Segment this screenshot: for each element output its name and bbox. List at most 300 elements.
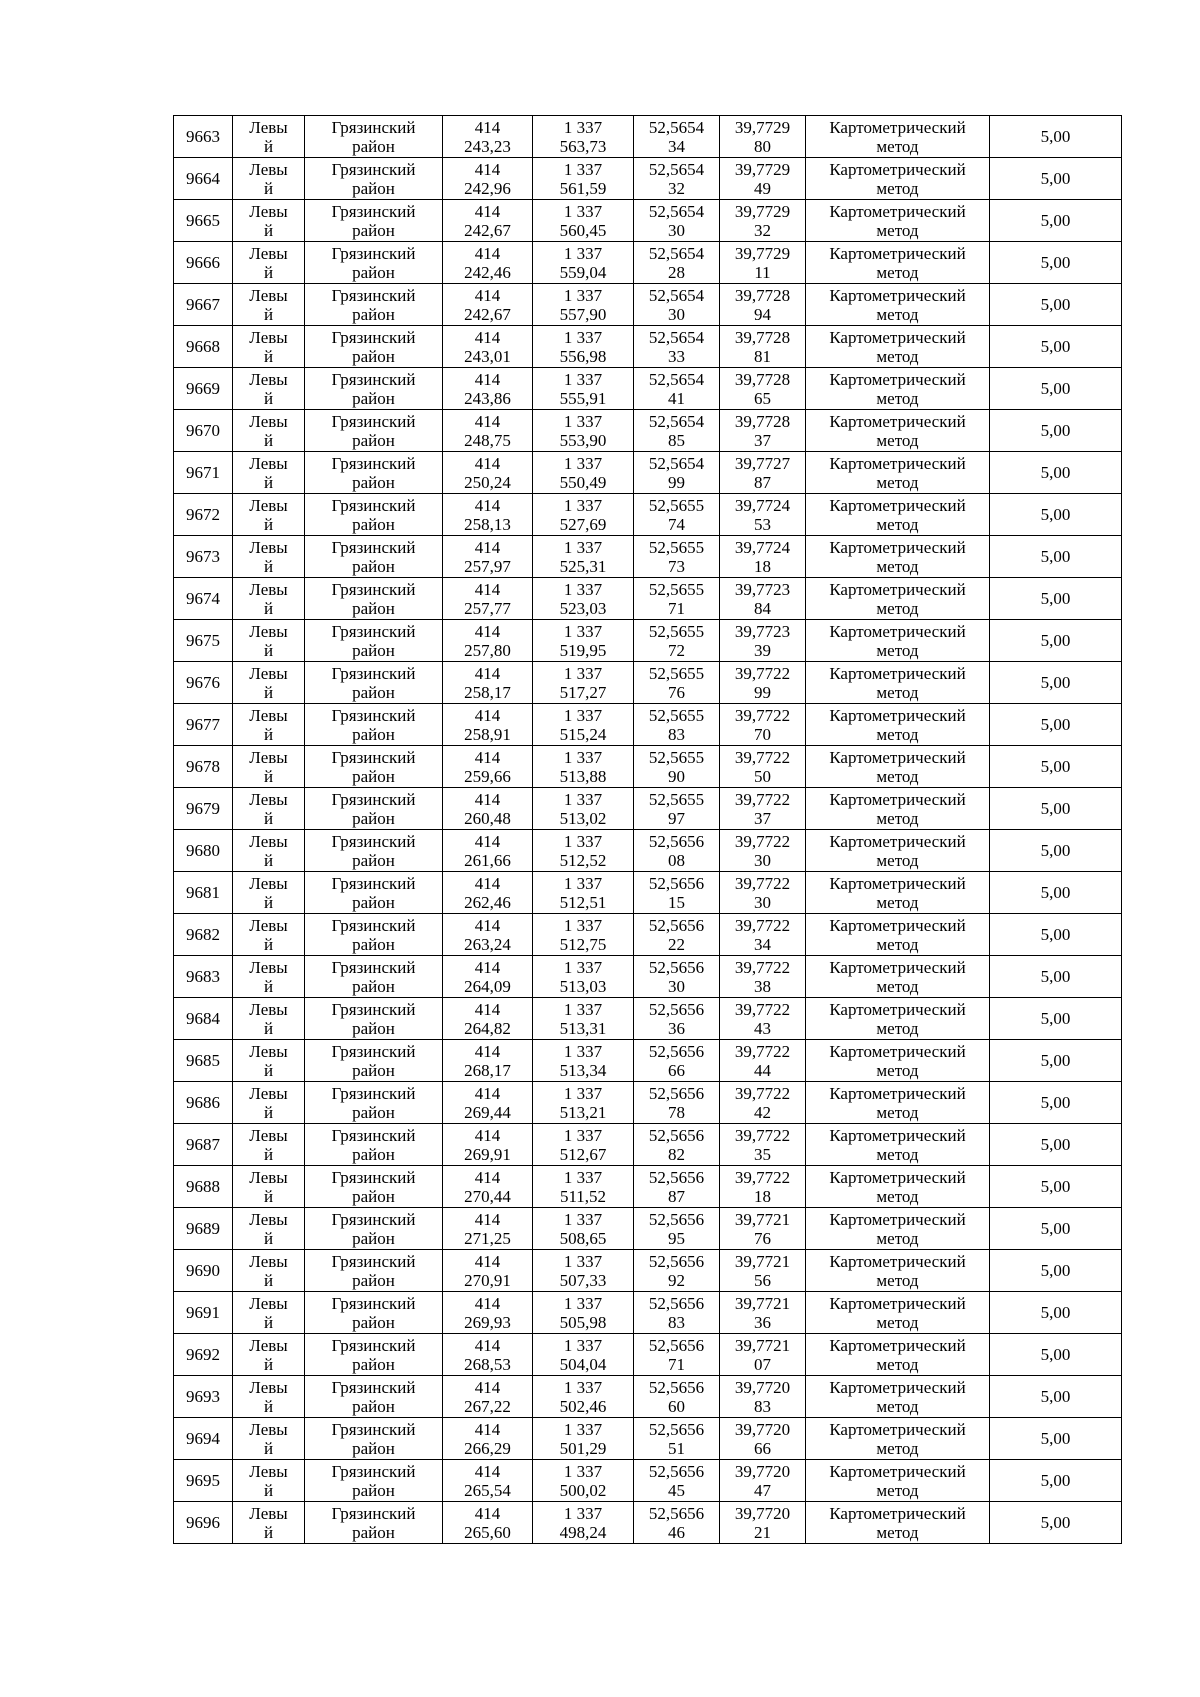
coord-x-line: 259,66 bbox=[464, 766, 511, 786]
district-line: район bbox=[352, 1480, 395, 1500]
latitude-line: 28 bbox=[668, 262, 685, 282]
bank-side-cell bbox=[233, 1040, 305, 1082]
method-line: метод bbox=[876, 892, 919, 912]
latitude-cell bbox=[634, 578, 720, 620]
table-row bbox=[174, 914, 1122, 956]
coord-x-cell bbox=[443, 1082, 533, 1124]
bank-side-line: Левы bbox=[249, 705, 288, 725]
coord-y-cell bbox=[533, 1460, 634, 1502]
district-line: район bbox=[352, 178, 395, 198]
bank-side-cell bbox=[233, 956, 305, 998]
coord-x-line: 242,96 bbox=[464, 178, 511, 198]
longitude-line: 39,7721 bbox=[734, 1209, 791, 1229]
latitude-line: 34 bbox=[668, 136, 685, 156]
table-row bbox=[174, 410, 1122, 452]
coord-y-line: 525,31 bbox=[559, 556, 607, 576]
table-row bbox=[174, 452, 1122, 494]
bank-side-cell bbox=[233, 998, 305, 1040]
accuracy-cell: 5,00 bbox=[990, 1334, 1122, 1376]
latitude-line: 52,5656 bbox=[648, 999, 705, 1019]
point-number-cell: 9674 bbox=[174, 578, 233, 620]
coord-y-line: 1 337 bbox=[563, 369, 603, 389]
bank-side-cell bbox=[233, 200, 305, 242]
latitude-line: 52,5654 bbox=[648, 285, 705, 305]
district-line: Грязинский bbox=[331, 705, 416, 725]
point-number-cell: 9680 bbox=[174, 830, 233, 872]
point-number-cell: 9683 bbox=[174, 956, 233, 998]
coord-y-line: 1 337 bbox=[563, 159, 603, 179]
bank-side-line: й bbox=[263, 724, 274, 744]
longitude-line: 76 bbox=[754, 1228, 771, 1248]
bank-side-cell bbox=[233, 662, 305, 704]
coord-y-line: 1 337 bbox=[563, 1293, 603, 1313]
method-cell bbox=[806, 494, 990, 536]
latitude-line: 71 bbox=[668, 598, 685, 618]
latitude-cell bbox=[634, 914, 720, 956]
longitude-cell bbox=[720, 956, 806, 998]
coord-y-line: 1 337 bbox=[563, 537, 603, 557]
coord-y-cell bbox=[533, 704, 634, 746]
accuracy-cell: 5,00 bbox=[990, 1502, 1122, 1544]
latitude-line: 15 bbox=[668, 892, 685, 912]
coord-x-line: 414 bbox=[474, 1041, 501, 1061]
coord-y-cell bbox=[533, 578, 634, 620]
coord-x-cell bbox=[443, 1166, 533, 1208]
method-line: метод bbox=[876, 1270, 919, 1290]
coord-x-line: 414 bbox=[474, 621, 501, 641]
bank-side-line: Левы bbox=[249, 999, 288, 1019]
method-line: метод bbox=[876, 724, 919, 744]
district-line: район bbox=[352, 1312, 395, 1332]
bank-side-line: Левы bbox=[249, 1461, 288, 1481]
coord-y-cell bbox=[533, 1292, 634, 1334]
longitude-line: 35 bbox=[754, 1144, 771, 1164]
latitude-line: 52,5654 bbox=[648, 243, 705, 263]
coord-y-line: 513,03 bbox=[559, 976, 607, 996]
latitude-cell bbox=[634, 662, 720, 704]
coord-x-cell bbox=[443, 326, 533, 368]
latitude-cell bbox=[634, 1166, 720, 1208]
method-line: Картометрический bbox=[829, 747, 966, 767]
coord-x-line: 267,22 bbox=[464, 1396, 511, 1416]
coord-x-line: 414 bbox=[474, 1377, 501, 1397]
method-line: Картометрический bbox=[829, 663, 966, 683]
longitude-line: 83 bbox=[754, 1396, 771, 1416]
latitude-cell bbox=[634, 1124, 720, 1166]
coord-y-cell bbox=[533, 242, 634, 284]
bank-side-cell bbox=[233, 158, 305, 200]
coord-y-line: 500,02 bbox=[559, 1480, 607, 1500]
accuracy-cell: 5,00 bbox=[990, 200, 1122, 242]
district-cell bbox=[305, 830, 443, 872]
method-cell bbox=[806, 578, 990, 620]
coord-y-line: 513,02 bbox=[559, 808, 607, 828]
method-cell bbox=[806, 1334, 990, 1376]
accuracy-cell: 5,00 bbox=[990, 494, 1122, 536]
latitude-line: 52,5656 bbox=[648, 1377, 705, 1397]
method-line: метод bbox=[876, 136, 919, 156]
bank-side-line: й bbox=[263, 178, 274, 198]
longitude-cell bbox=[720, 1502, 806, 1544]
bank-side-line: Левы bbox=[249, 1251, 288, 1271]
latitude-line: 33 bbox=[668, 346, 685, 366]
method-line: Картометрический bbox=[829, 1167, 966, 1187]
district-line: Грязинский bbox=[331, 1377, 416, 1397]
district-line: район bbox=[352, 1018, 395, 1038]
method-line: метод bbox=[876, 1186, 919, 1206]
coord-y-line: 1 337 bbox=[563, 117, 603, 137]
method-line: метод bbox=[876, 304, 919, 324]
method-line: метод bbox=[876, 1102, 919, 1122]
district-cell bbox=[305, 1082, 443, 1124]
coord-x-line: 268,17 bbox=[464, 1060, 511, 1080]
district-cell bbox=[305, 494, 443, 536]
district-line: район bbox=[352, 724, 395, 744]
point-number-cell: 9695 bbox=[174, 1460, 233, 1502]
coord-x-line: 258,13 bbox=[464, 514, 511, 534]
district-line: район bbox=[352, 934, 395, 954]
longitude-line: 39,7724 bbox=[734, 495, 791, 515]
district-line: Грязинский bbox=[331, 369, 416, 389]
coord-y-cell bbox=[533, 1418, 634, 1460]
latitude-line: 52,5656 bbox=[648, 1503, 705, 1523]
coord-y-line: 557,90 bbox=[559, 304, 607, 324]
bank-side-cell bbox=[233, 452, 305, 494]
method-line: Картометрический bbox=[829, 789, 966, 809]
bank-side-line: й bbox=[263, 934, 274, 954]
longitude-cell bbox=[720, 1334, 806, 1376]
coord-x-line: 414 bbox=[474, 1419, 501, 1439]
coord-x-cell bbox=[443, 578, 533, 620]
coord-x-line: 260,48 bbox=[464, 808, 511, 828]
coord-y-line: 512,75 bbox=[559, 934, 607, 954]
coord-y-line: 1 337 bbox=[563, 1083, 603, 1103]
longitude-line: 37 bbox=[754, 808, 771, 828]
accuracy-cell: 5,00 bbox=[990, 452, 1122, 494]
latitude-cell bbox=[634, 494, 720, 536]
coord-y-cell bbox=[533, 1124, 634, 1166]
latitude-line: 52,5655 bbox=[648, 495, 705, 515]
method-line: Картометрический bbox=[829, 243, 966, 263]
longitude-cell bbox=[720, 830, 806, 872]
point-number-cell: 9689 bbox=[174, 1208, 233, 1250]
method-line: Картометрический bbox=[829, 1503, 966, 1523]
bank-side-line: й bbox=[263, 976, 274, 996]
longitude-cell bbox=[720, 1208, 806, 1250]
longitude-line: 39,7723 bbox=[734, 621, 791, 641]
coord-x-cell bbox=[443, 1502, 533, 1544]
longitude-line: 39,7722 bbox=[734, 747, 791, 767]
accuracy-cell: 5,00 bbox=[990, 620, 1122, 662]
longitude-cell bbox=[720, 1040, 806, 1082]
accuracy-cell: 5,00 bbox=[990, 1250, 1122, 1292]
method-cell bbox=[806, 200, 990, 242]
district-line: Грязинский bbox=[331, 1209, 416, 1229]
method-line: Картометрический bbox=[829, 453, 966, 473]
longitude-line: 39,7722 bbox=[734, 1125, 791, 1145]
table-row bbox=[174, 1166, 1122, 1208]
longitude-cell bbox=[720, 116, 806, 158]
bank-side-line: Левы bbox=[249, 747, 288, 767]
coord-x-cell bbox=[443, 494, 533, 536]
coord-y-cell bbox=[533, 1250, 634, 1292]
longitude-cell bbox=[720, 662, 806, 704]
bank-side-cell bbox=[233, 536, 305, 578]
coord-x-cell bbox=[443, 914, 533, 956]
table-row bbox=[174, 158, 1122, 200]
coord-y-line: 512,52 bbox=[559, 850, 607, 870]
method-line: метод bbox=[876, 682, 919, 702]
method-line: метод bbox=[876, 976, 919, 996]
latitude-line: 52,5655 bbox=[648, 663, 705, 683]
latitude-line: 52,5654 bbox=[648, 159, 705, 179]
coord-y-cell bbox=[533, 368, 634, 410]
point-number-cell: 9671 bbox=[174, 452, 233, 494]
district-line: район bbox=[352, 1354, 395, 1374]
bank-side-line: й bbox=[263, 1228, 274, 1248]
coord-x-cell bbox=[443, 746, 533, 788]
method-line: метод bbox=[876, 766, 919, 786]
district-line: Грязинский bbox=[331, 1503, 416, 1523]
coord-y-line: 1 337 bbox=[563, 285, 603, 305]
coord-x-line: 414 bbox=[474, 1335, 501, 1355]
coord-x-line: 271,25 bbox=[464, 1228, 511, 1248]
coord-x-cell bbox=[443, 1250, 533, 1292]
latitude-line: 52,5656 bbox=[648, 873, 705, 893]
method-line: метод bbox=[876, 1438, 919, 1458]
longitude-cell bbox=[720, 1292, 806, 1334]
district-cell bbox=[305, 158, 443, 200]
coord-y-line: 502,46 bbox=[559, 1396, 607, 1416]
coord-x-cell bbox=[443, 1124, 533, 1166]
method-cell bbox=[806, 662, 990, 704]
coord-y-line: 555,91 bbox=[559, 388, 607, 408]
method-line: Картометрический bbox=[829, 1083, 966, 1103]
district-line: Грязинский bbox=[331, 747, 416, 767]
coord-x-line: 262,46 bbox=[464, 892, 511, 912]
point-number-cell: 9668 bbox=[174, 326, 233, 368]
longitude-line: 38 bbox=[754, 976, 771, 996]
coord-y-line: 1 337 bbox=[563, 1335, 603, 1355]
coord-y-line: 1 337 bbox=[563, 999, 603, 1019]
latitude-cell bbox=[634, 116, 720, 158]
coord-y-line: 1 337 bbox=[563, 1461, 603, 1481]
coord-x-cell bbox=[443, 1376, 533, 1418]
latitude-line: 52,5656 bbox=[648, 1419, 705, 1439]
longitude-line: 36 bbox=[754, 1312, 771, 1332]
coord-y-line: 505,98 bbox=[559, 1312, 607, 1332]
latitude-line: 52,5656 bbox=[648, 915, 705, 935]
longitude-line: 39,7728 bbox=[734, 411, 791, 431]
table-row bbox=[174, 1082, 1122, 1124]
coord-x-line: 257,97 bbox=[464, 556, 511, 576]
bank-side-line: Левы bbox=[249, 663, 288, 683]
point-number-cell: 9672 bbox=[174, 494, 233, 536]
point-number-cell: 9694 bbox=[174, 1418, 233, 1460]
method-cell bbox=[806, 1208, 990, 1250]
bank-side-cell bbox=[233, 1166, 305, 1208]
coord-x-line: 257,77 bbox=[464, 598, 511, 618]
longitude-line: 81 bbox=[754, 346, 771, 366]
coord-y-line: 498,24 bbox=[559, 1522, 607, 1542]
latitude-line: 52,5656 bbox=[648, 1125, 705, 1145]
bank-side-line: й bbox=[263, 472, 274, 492]
coord-x-line: 257,80 bbox=[464, 640, 511, 660]
bank-side-cell bbox=[233, 1082, 305, 1124]
coord-x-line: 268,53 bbox=[464, 1354, 511, 1374]
coord-y-cell bbox=[533, 788, 634, 830]
point-number-cell: 9665 bbox=[174, 200, 233, 242]
bank-side-cell bbox=[233, 872, 305, 914]
longitude-line: 18 bbox=[754, 556, 771, 576]
point-number-cell: 9692 bbox=[174, 1334, 233, 1376]
district-line: район bbox=[352, 556, 395, 576]
longitude-line: 39,7722 bbox=[734, 999, 791, 1019]
district-line: район bbox=[352, 388, 395, 408]
district-line: Грязинский bbox=[331, 1335, 416, 1355]
bank-side-cell bbox=[233, 830, 305, 872]
district-line: район bbox=[352, 430, 395, 450]
coord-y-line: 1 337 bbox=[563, 873, 603, 893]
coord-x-line: 243,86 bbox=[464, 388, 511, 408]
longitude-cell bbox=[720, 410, 806, 452]
accuracy-cell: 5,00 bbox=[990, 410, 1122, 452]
district-line: район bbox=[352, 136, 395, 156]
latitude-line: 30 bbox=[668, 976, 685, 996]
district-cell bbox=[305, 914, 443, 956]
method-line: Картометрический bbox=[829, 285, 966, 305]
longitude-cell bbox=[720, 998, 806, 1040]
coord-x-cell bbox=[443, 158, 533, 200]
method-cell bbox=[806, 536, 990, 578]
method-line: метод bbox=[876, 346, 919, 366]
district-line: район bbox=[352, 1102, 395, 1122]
longitude-line: 30 bbox=[754, 892, 771, 912]
coord-x-line: 414 bbox=[474, 915, 501, 935]
bank-side-cell bbox=[233, 242, 305, 284]
method-line: метод bbox=[876, 934, 919, 954]
coord-x-line: 242,67 bbox=[464, 220, 511, 240]
bank-side-cell bbox=[233, 1292, 305, 1334]
latitude-line: 46 bbox=[668, 1522, 685, 1542]
longitude-cell bbox=[720, 1418, 806, 1460]
longitude-line: 39,7728 bbox=[734, 369, 791, 389]
bank-side-line: й bbox=[263, 892, 274, 912]
district-cell bbox=[305, 620, 443, 662]
coord-x-cell bbox=[443, 1040, 533, 1082]
coord-y-line: 512,67 bbox=[559, 1144, 607, 1164]
district-cell bbox=[305, 704, 443, 746]
coord-x-cell bbox=[443, 1208, 533, 1250]
method-line: метод bbox=[876, 178, 919, 198]
coord-y-line: 1 337 bbox=[563, 957, 603, 977]
bank-side-line: й bbox=[263, 1312, 274, 1332]
coord-x-line: 414 bbox=[474, 159, 501, 179]
point-number-cell: 9669 bbox=[174, 368, 233, 410]
coord-y-line: 1 337 bbox=[563, 201, 603, 221]
coord-x-line: 242,46 bbox=[464, 262, 511, 282]
bank-side-line: Левы bbox=[249, 1503, 288, 1523]
coord-x-cell bbox=[443, 788, 533, 830]
coord-x-line: 414 bbox=[474, 957, 501, 977]
table-row bbox=[174, 536, 1122, 578]
coord-x-cell bbox=[443, 452, 533, 494]
district-line: Грязинский bbox=[331, 411, 416, 431]
longitude-line: 47 bbox=[754, 1480, 771, 1500]
longitude-line: 39 bbox=[754, 640, 771, 660]
district-cell bbox=[305, 1502, 443, 1544]
district-line: район bbox=[352, 766, 395, 786]
method-cell bbox=[806, 284, 990, 326]
longitude-line: 32 bbox=[754, 220, 771, 240]
latitude-line: 52,5654 bbox=[648, 453, 705, 473]
coord-y-line: 1 337 bbox=[563, 243, 603, 263]
latitude-line: 52,5656 bbox=[648, 1293, 705, 1313]
longitude-cell bbox=[720, 1460, 806, 1502]
method-cell bbox=[806, 788, 990, 830]
coord-y-line: 1 337 bbox=[563, 705, 603, 725]
table-row bbox=[174, 872, 1122, 914]
district-line: Грязинский bbox=[331, 957, 416, 977]
coord-y-line: 1 337 bbox=[563, 1419, 603, 1439]
method-cell bbox=[806, 1166, 990, 1208]
bank-side-cell bbox=[233, 1208, 305, 1250]
latitude-line: 60 bbox=[668, 1396, 685, 1416]
bank-side-cell bbox=[233, 914, 305, 956]
table-row bbox=[174, 746, 1122, 788]
coord-x-line: 414 bbox=[474, 1167, 501, 1187]
coord-x-cell bbox=[443, 368, 533, 410]
table-row bbox=[174, 704, 1122, 746]
district-cell bbox=[305, 1040, 443, 1082]
longitude-line: 37 bbox=[754, 430, 771, 450]
coord-y-line: 511,52 bbox=[559, 1186, 607, 1206]
accuracy-cell: 5,00 bbox=[990, 746, 1122, 788]
coord-y-line: 1 337 bbox=[563, 789, 603, 809]
longitude-line: 39,7721 bbox=[734, 1335, 791, 1355]
bank-side-line: Левы bbox=[249, 1041, 288, 1061]
coord-y-line: 513,34 bbox=[559, 1060, 607, 1080]
coord-x-line: 414 bbox=[474, 327, 501, 347]
method-cell bbox=[806, 1502, 990, 1544]
bank-side-line: Левы bbox=[249, 411, 288, 431]
accuracy-cell: 5,00 bbox=[990, 578, 1122, 620]
bank-side-line: й bbox=[263, 1144, 274, 1164]
method-line: Картометрический bbox=[829, 537, 966, 557]
latitude-line: 82 bbox=[668, 1144, 685, 1164]
latitude-line: 95 bbox=[668, 1228, 685, 1248]
longitude-line: 39,7720 bbox=[734, 1377, 791, 1397]
table-row bbox=[174, 956, 1122, 998]
district-line: район bbox=[352, 640, 395, 660]
latitude-line: 74 bbox=[668, 514, 685, 534]
bank-side-cell bbox=[233, 620, 305, 662]
bank-side-line: й bbox=[263, 220, 274, 240]
coord-y-line: 563,73 bbox=[559, 136, 607, 156]
coord-y-line: 556,98 bbox=[559, 346, 607, 366]
bank-side-cell bbox=[233, 410, 305, 452]
method-cell bbox=[806, 368, 990, 410]
method-line: Картометрический bbox=[829, 1041, 966, 1061]
latitude-line: 92 bbox=[668, 1270, 685, 1290]
longitude-line: 39,7729 bbox=[734, 201, 791, 221]
accuracy-cell: 5,00 bbox=[990, 830, 1122, 872]
longitude-line: 66 bbox=[754, 1438, 771, 1458]
latitude-cell bbox=[634, 536, 720, 578]
method-line: Картометрический bbox=[829, 1209, 966, 1229]
latitude-line: 52,5656 bbox=[648, 957, 705, 977]
coord-y-line: 1 337 bbox=[563, 663, 603, 683]
